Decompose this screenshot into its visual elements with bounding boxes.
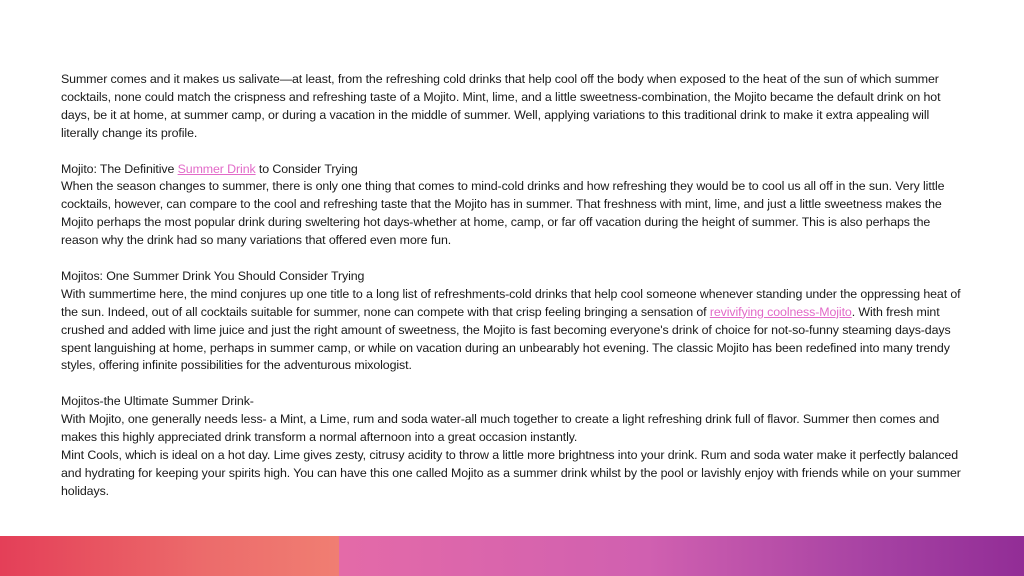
paragraph-spacer bbox=[61, 143, 966, 161]
section1-heading bbox=[61, 161, 966, 179]
section3-body-2: Mint Cools, which is ideal on a hot day. Lime gives zesty, citrusy acidity to throw a little more brightness into your drink. Rum and soda water make it perfectly balanced and hydrating for keeping your spirits high. You can have this one called Mojito as a summer drink whilst by the pool or lavishly enjoy with friends while on your summer holidays. bbox=[61, 447, 961, 498]
summer-drink-link[interactable]: Summer Drink bbox=[177, 161, 256, 176]
paragraph-spacer bbox=[61, 375, 966, 393]
section2-heading: Mojitos: One Summer Drink You Should Consider Trying bbox=[61, 268, 365, 283]
section2-body-after: . With fresh mint crushed and added with lime juice and just the right amount of sweetness, the Mojito is fast becoming everyone's drink of choice for not-so-funny steaming days-days spent languishing at home, perhaps in summer camp, or while on vacation during an unbearably hot evening. The classic Mojito has been redefined into many trendy styles, offering infinite possibilities for the adventurous mixologist. bbox=[61, 304, 951, 373]
section2-body bbox=[61, 286, 966, 376]
revivifying-coolness-mojito-link[interactable]: revivifying coolness-Mojito bbox=[709, 304, 852, 319]
section2-body-before: With summertime here, the mind conjures up one title to a long list of refreshments-cold drinks that help cool someone whenever standing under the oppressing heat of the sun. Indeed, out of all cocktails suitable for summer, none can compete with that crisp feeling bringing a sensation of bbox=[61, 286, 961, 319]
section1-heading-after: to Consider Trying bbox=[255, 161, 358, 176]
article-body bbox=[61, 71, 966, 501]
paragraph-spacer bbox=[61, 250, 966, 268]
footer-bar-right-segment bbox=[339, 536, 1024, 576]
section1-body: When the season changes to summer, there is only one thing that comes to mind-cold drinks and how refreshing they would be to cool us all off in the sun. Very little cocktails, however, can compare to the cool and refreshing taste that the Mojito has in summer. That freshness with mint, lime, and just a little sweetness makes the Mojito perhaps the most popular drink during sweltering hot days-whether at home, camp, or far off vacation during the height of summer. This is also perhaps the reason why the drink had so many variations that offered even more fun. bbox=[61, 179, 945, 248]
section3-heading: Mojitos-the Ultimate Summer Drink- bbox=[61, 394, 254, 409]
section1-heading-before: Mojito: The Definitive bbox=[61, 161, 178, 176]
footer-bar-left-segment bbox=[0, 536, 339, 576]
section3-body-1: With Mojito, one generally needs less- a Mint, a Lime, rum and soda water-all much together to create a light refreshing drink full of flavor. Summer then comes and makes this highly appreciated drink transform a normal afternoon into a great occasion instantly. bbox=[61, 412, 940, 445]
footer-decorative-bar bbox=[0, 536, 1024, 576]
intro-paragraph: Summer comes and it makes us salivate—at least, from the refreshing cold drinks that help cool off the body when exposed to the heat of the sun of which summer cocktails, none could match the crispness and refreshing taste of a Mojito. Mint, lime, and a little sweetness-combination, the Mojito became the default drink on hot days, be it at home, at summer camp, or during a vacation in the middle of summer. Well, applying variations to this traditional drink to make it extra appealing will literally change its profile. bbox=[61, 72, 941, 140]
